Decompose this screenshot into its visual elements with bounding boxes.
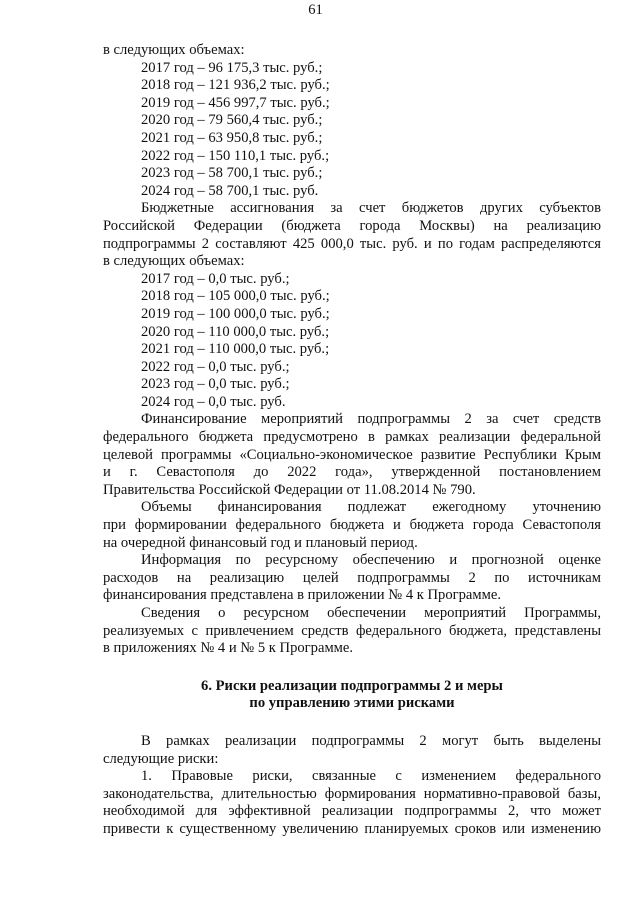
- paragraph-volumes: [103, 499, 601, 552]
- paragraph-line: в следующих объемах:: [103, 253, 245, 270]
- paragraph-legal-risks: [103, 768, 601, 838]
- volume-item: 2021 год – 63 950,8 тыс. руб.;: [141, 129, 323, 146]
- volume-item: 2019 год – 456 997,7 тыс. руб.;: [141, 94, 330, 111]
- paragraph-line: финансирования представлена в приложении № 4 к Программе.: [103, 587, 501, 604]
- volume-item: 2019 год – 100 000,0 тыс. руб.;: [141, 305, 330, 322]
- paragraph-line: Финансирование мероприятий подпрограммы 2 за счет средств: [141, 411, 601, 428]
- paragraph-line: в приложениях № 4 и № 5 к Программе.: [103, 640, 354, 657]
- paragraph-line: 1. Правовые риски, связанные с изменением федерального: [141, 768, 601, 785]
- paragraph-risks: [103, 733, 601, 768]
- paragraph-line: Бюджетные ассигнования за счет бюджетов других субъектов: [141, 200, 601, 217]
- paragraph-line: федерального бюджета предусмотрено в рамках реализации федеральной: [103, 429, 601, 446]
- paragraph-line: Информация по ресурсному обеспечению и прогнозной оценке: [141, 552, 601, 569]
- volumes-list-1: [103, 60, 601, 201]
- volume-item: 2022 год – 0,0 тыс. руб.;: [141, 358, 290, 375]
- paragraph-line: В рамках реализации подпрограммы 2 могут быть выделены: [141, 732, 601, 749]
- heading-line: по управлению этими рисками: [249, 695, 455, 712]
- page-body: [103, 42, 601, 839]
- volume-item: 2017 год – 0,0 тыс. руб.;: [141, 270, 290, 287]
- page-number: 61: [308, 2, 323, 18]
- volume-item: 2021 год – 110 000,0 тыс. руб.;: [141, 341, 330, 358]
- paragraph-svedeniya: [103, 605, 601, 658]
- paragraph-line: расходов на реализацию целей подпрограммы 2 по источникам: [103, 569, 601, 586]
- heading-line: 6. Риски реализации подпрограммы 2 и меры: [201, 677, 503, 694]
- volume-item: 2024 год – 0,0 тыс. руб.: [141, 393, 286, 410]
- volume-item: 2018 год – 121 936,2 тыс. руб.;: [141, 77, 330, 94]
- volume-item: 2023 год – 58 700,1 тыс. руб.;: [141, 165, 323, 182]
- paragraph-line: привести к существенному увеличению планируемых сроков или изменению: [103, 820, 601, 837]
- paragraph-line: Российской Федерации (бюджета города Москвы) на реализацию: [103, 217, 601, 234]
- paragraph-line: Объемы финансирования подлежат ежегодному уточнению: [141, 499, 601, 516]
- paragraph-budget-other: [103, 200, 601, 270]
- paragraph-line: необходимой для эффективной реализации подпрограммы 2, что может: [103, 803, 601, 820]
- volume-item: 2020 год – 79 560,4 тыс. руб.;: [141, 112, 323, 129]
- section-heading: [103, 678, 601, 713]
- paragraph-line: законодательства, длительностью формирования нормативно-правовой базы,: [103, 785, 601, 802]
- paragraph-line: реализуемых с привлечением средств федерального бюджета, представлены: [103, 622, 601, 639]
- paragraph-line: и г. Севастополя до 2022 года», утвержденной постановлением: [103, 464, 601, 481]
- paragraph-info: [103, 552, 601, 605]
- paragraph-line: следующие риски:: [103, 750, 219, 767]
- volume-item: 2023 год – 0,0 тыс. руб.;: [141, 376, 290, 393]
- paragraph-federal: [103, 411, 601, 499]
- paragraph-line: целевой программы «Социально-экономическое развитие Республики Крым: [103, 446, 601, 463]
- paragraph-line: при формировании федерального бюджета и бюджета города Севастополя: [103, 517, 601, 534]
- paragraph-line: на очередной финансовый год и плановый период.: [103, 534, 418, 551]
- paragraph-line: Сведения о ресурсном обеспечении мероприятий Программы,: [141, 605, 601, 621]
- intro-line: в следующих объемах:: [103, 42, 245, 58]
- paragraph-line: подпрограммы 2 составляют 425 000,0 тыс. руб. и по годам распределяются: [103, 235, 601, 252]
- volumes-list-2: [103, 271, 601, 412]
- volume-item: 2017 год – 96 175,3 тыс. руб.;: [141, 59, 323, 76]
- paragraph-line: Правительства Российской Федерации от 11.08.2014 № 790.: [103, 481, 476, 498]
- volume-item: 2024 год – 58 700,1 тыс. руб.: [141, 182, 319, 199]
- volume-item: 2022 год – 150 110,1 тыс. руб.;: [141, 147, 330, 164]
- volume-item: 2018 год – 105 000,0 тыс. руб.;: [141, 288, 330, 305]
- volume-item: 2020 год – 110 000,0 тыс. руб.;: [141, 323, 330, 340]
